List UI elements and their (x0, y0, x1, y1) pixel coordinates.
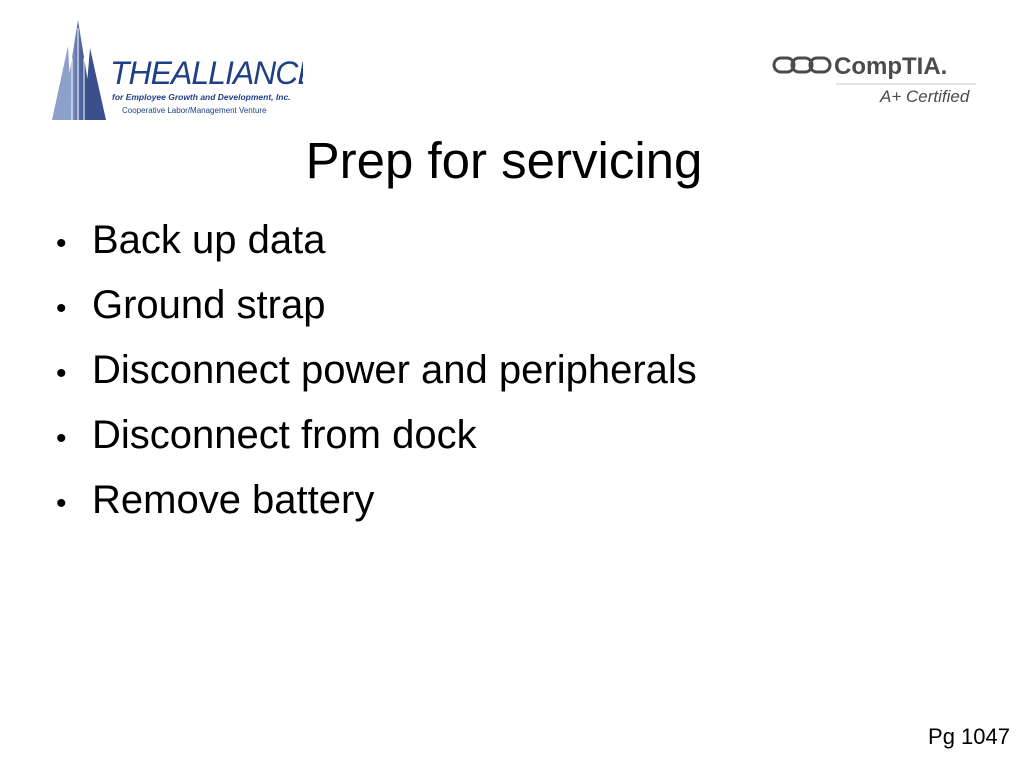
bullet-dot-icon: • (56, 422, 67, 455)
bullet-dot-icon: • (56, 487, 67, 520)
alliance-subtagline: Cooperative Labor/Management Venture (122, 106, 267, 115)
bullet-item (56, 277, 697, 342)
alliance-name: THEALLIANCE (110, 55, 303, 91)
comptia-name: CompTIA. (834, 53, 948, 80)
bullet-dot-icon: • (56, 227, 67, 260)
bullet-text: Disconnect power and peripherals (92, 348, 697, 392)
bullet-item (56, 407, 697, 472)
alliance-tower-icon (48, 18, 303, 124)
bullet-item (56, 342, 697, 407)
comptia-logo (770, 48, 980, 110)
bullet-text: Disconnect from dock (92, 413, 477, 457)
bullet-dot-icon: • (56, 292, 67, 325)
comptia-certification: A+ Certified (880, 87, 970, 106)
bullet-list (56, 212, 697, 537)
bullet-text: Remove battery (92, 478, 375, 522)
bullet-text: Ground strap (92, 283, 326, 327)
alliance-tagline: for Employee Growth and Development, Inc. (112, 92, 291, 102)
bullet-item (56, 212, 697, 277)
comptia-rings-icon (770, 48, 980, 110)
bullet-item (56, 472, 697, 537)
alliance-logo (48, 18, 303, 124)
slide-title: Prep for servicing (305, 132, 703, 189)
page-number: Pg 1047 (928, 724, 1010, 749)
bullet-text: Back up data (92, 218, 326, 262)
bullet-dot-icon: • (56, 357, 67, 390)
